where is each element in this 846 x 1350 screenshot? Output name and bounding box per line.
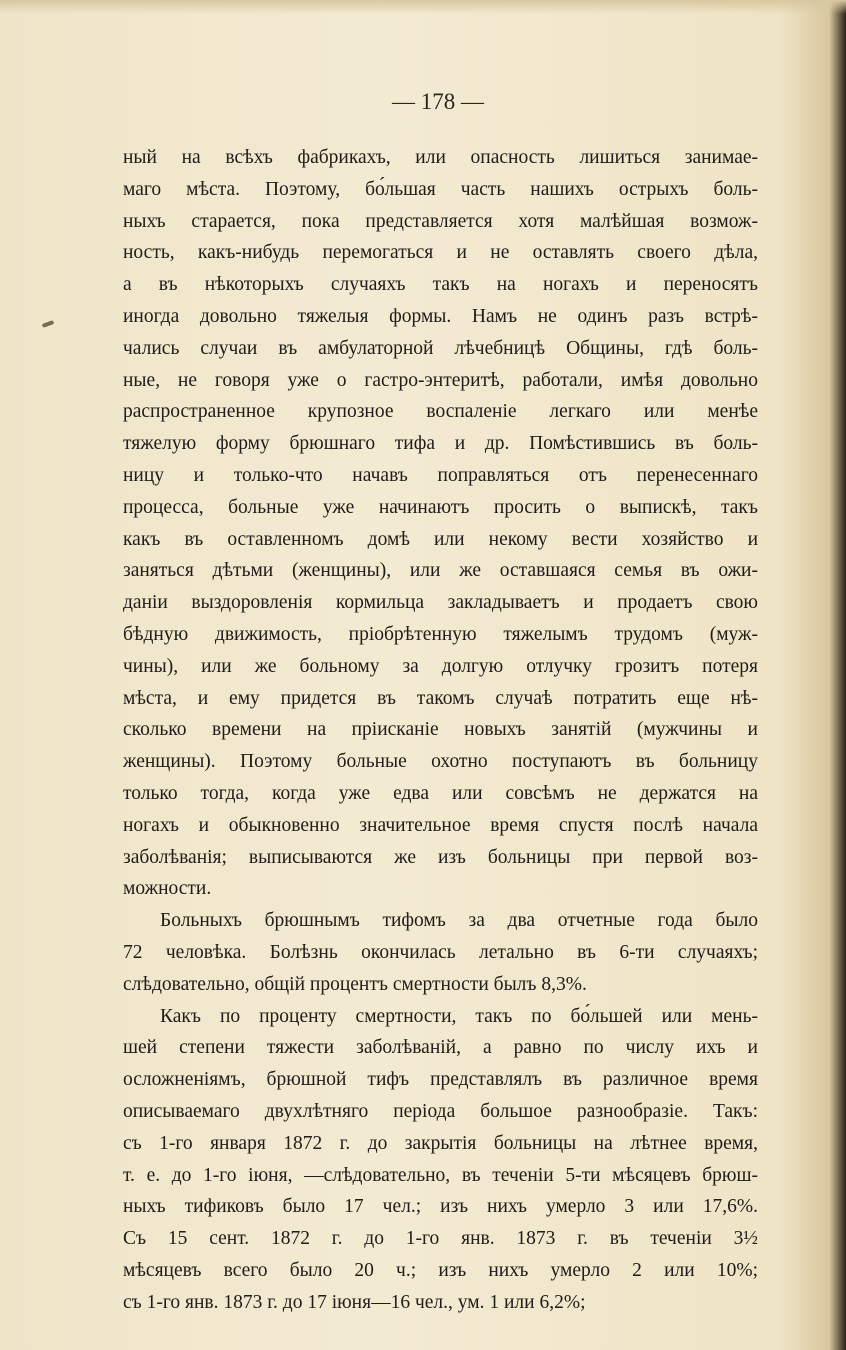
text-line: съ 1-го янв. 1873 г. до 17 іюня—16 чел., ум. 1 или 6,2%; bbox=[123, 1291, 586, 1313]
text-line: женщины). Поэтому больные охотно поступаютъ въ больницу bbox=[123, 751, 758, 773]
text-line: иногда довольно тяжелыя формы. Намъ не одинъ разъ встрѣ- bbox=[123, 305, 758, 327]
text-line: описываемаго двухлѣтняго періода большое разнообразіе. Такъ: bbox=[123, 1100, 758, 1122]
text-line: мѣсяцевъ всего было 20 ч.; изъ нихъ умерло 2 или 10%; bbox=[123, 1259, 758, 1281]
text-line: мѣста, и ему придется въ такомъ случаѣ потратить еще нѣ- bbox=[123, 687, 758, 709]
text-line: распространенное крупозное воспаленіе легкаго или менѣе bbox=[123, 401, 758, 423]
text-line: ные, не говоря уже о гастро-энтеритѣ, работали, имѣя довольно bbox=[123, 369, 758, 391]
text-line: слѣдовательно, общій процентъ смертности былъ 8,3%. bbox=[123, 973, 587, 995]
text-line: бѣдную движимость, пріобрѣтенную тяжелымъ трудомъ (муж- bbox=[123, 623, 758, 645]
text-line: только тогда, когда уже едва или совсѣмъ не держатся на bbox=[123, 782, 758, 804]
text-line: Какъ по проценту смертности, такъ по бо́льшей или мень- bbox=[160, 1005, 758, 1027]
text-line: осложненіямъ, брюшной тифъ представлялъ въ различное время bbox=[123, 1069, 758, 1091]
paragraph bbox=[123, 1001, 758, 1319]
text-line: ность, какъ-нибудь перемогаться и не оставлять своего дѣла, bbox=[123, 242, 758, 264]
text-line: съ 1-го января 1872 г. до закрытія больницы на лѣтнее время, bbox=[123, 1132, 758, 1154]
paragraphs bbox=[123, 142, 758, 1318]
text-line: ныхъ старается, пока представляется хотя малѣйшая возмож- bbox=[123, 210, 758, 232]
text-line: Съ 15 сент. 1872 г. до 1-го янв. 1873 г. въ теченіи 3½ bbox=[123, 1228, 758, 1250]
text-line: можности. bbox=[123, 878, 212, 900]
text-line: даніи выздоровленія кормильца закладываетъ и продаетъ свою bbox=[123, 592, 758, 614]
text-line: ницу и только-что начавъ поправляться отъ перенесеннаго bbox=[123, 464, 758, 486]
body-text bbox=[123, 142, 758, 1318]
text-line: тяжелую форму брюшнаго тифа и др. Помѣстившись въ боль- bbox=[123, 433, 758, 455]
text-line: какъ въ оставленномъ домѣ или некому вести хозяйство и bbox=[123, 528, 758, 550]
text-line: заняться дѣтьми (женщины), или же оставшаяся семья въ ожи- bbox=[123, 560, 758, 582]
text-line: ныхъ тификовъ было 17 чел.; изъ нихъ умерло 3 или 17,6%. bbox=[123, 1196, 758, 1218]
text-line: процесса, больные уже начинаютъ просить о выпискѣ, такъ bbox=[123, 496, 758, 518]
ink-stain bbox=[42, 320, 55, 328]
text-line: заболѣванія; выписываются же изъ больницы при первой воз- bbox=[123, 846, 758, 868]
paragraph bbox=[123, 142, 758, 905]
text-line: чались случаи въ амбулаторной лѣчебницѣ Общины, гдѣ боль- bbox=[123, 337, 758, 359]
text-line: ный на всѣхъ фабрикахъ, или опасность лишиться занимае- bbox=[123, 147, 758, 168]
text-line: а въ нѣкоторыхъ случаяхъ такъ на ногахъ и переносятъ bbox=[123, 274, 758, 296]
text-line: Больныхъ брюшнымъ тифомъ за два отчетные года было bbox=[160, 910, 758, 932]
text-line: ногахъ и обыкновенно значительное время спустя послѣ начала bbox=[123, 814, 758, 836]
page-number: — 178 — bbox=[392, 89, 484, 114]
page-top-edge bbox=[0, 0, 846, 14]
text-line: маго мѣста. Поэтому, бо́льшая часть нашихъ острыхъ боль- bbox=[123, 178, 758, 200]
text-line: 72 человѣка. Болѣзнь окончилась летально въ 6-ти случаяхъ; bbox=[123, 941, 758, 963]
text-line: сколько времени на пріисканіе новыхъ занятій (мужчины и bbox=[123, 719, 758, 741]
text-line: т. е. до 1-го іюня, —слѣдовательно, въ теченіи 5-ти мѣсяцевъ брюш- bbox=[123, 1164, 758, 1186]
text-line: шей степени тяжести заболѣваній, а равно по числу ихъ и bbox=[123, 1037, 758, 1059]
paragraph bbox=[123, 905, 758, 1000]
text-line: чины), или же больному за долгую отлучку грозитъ потеря bbox=[123, 655, 758, 677]
